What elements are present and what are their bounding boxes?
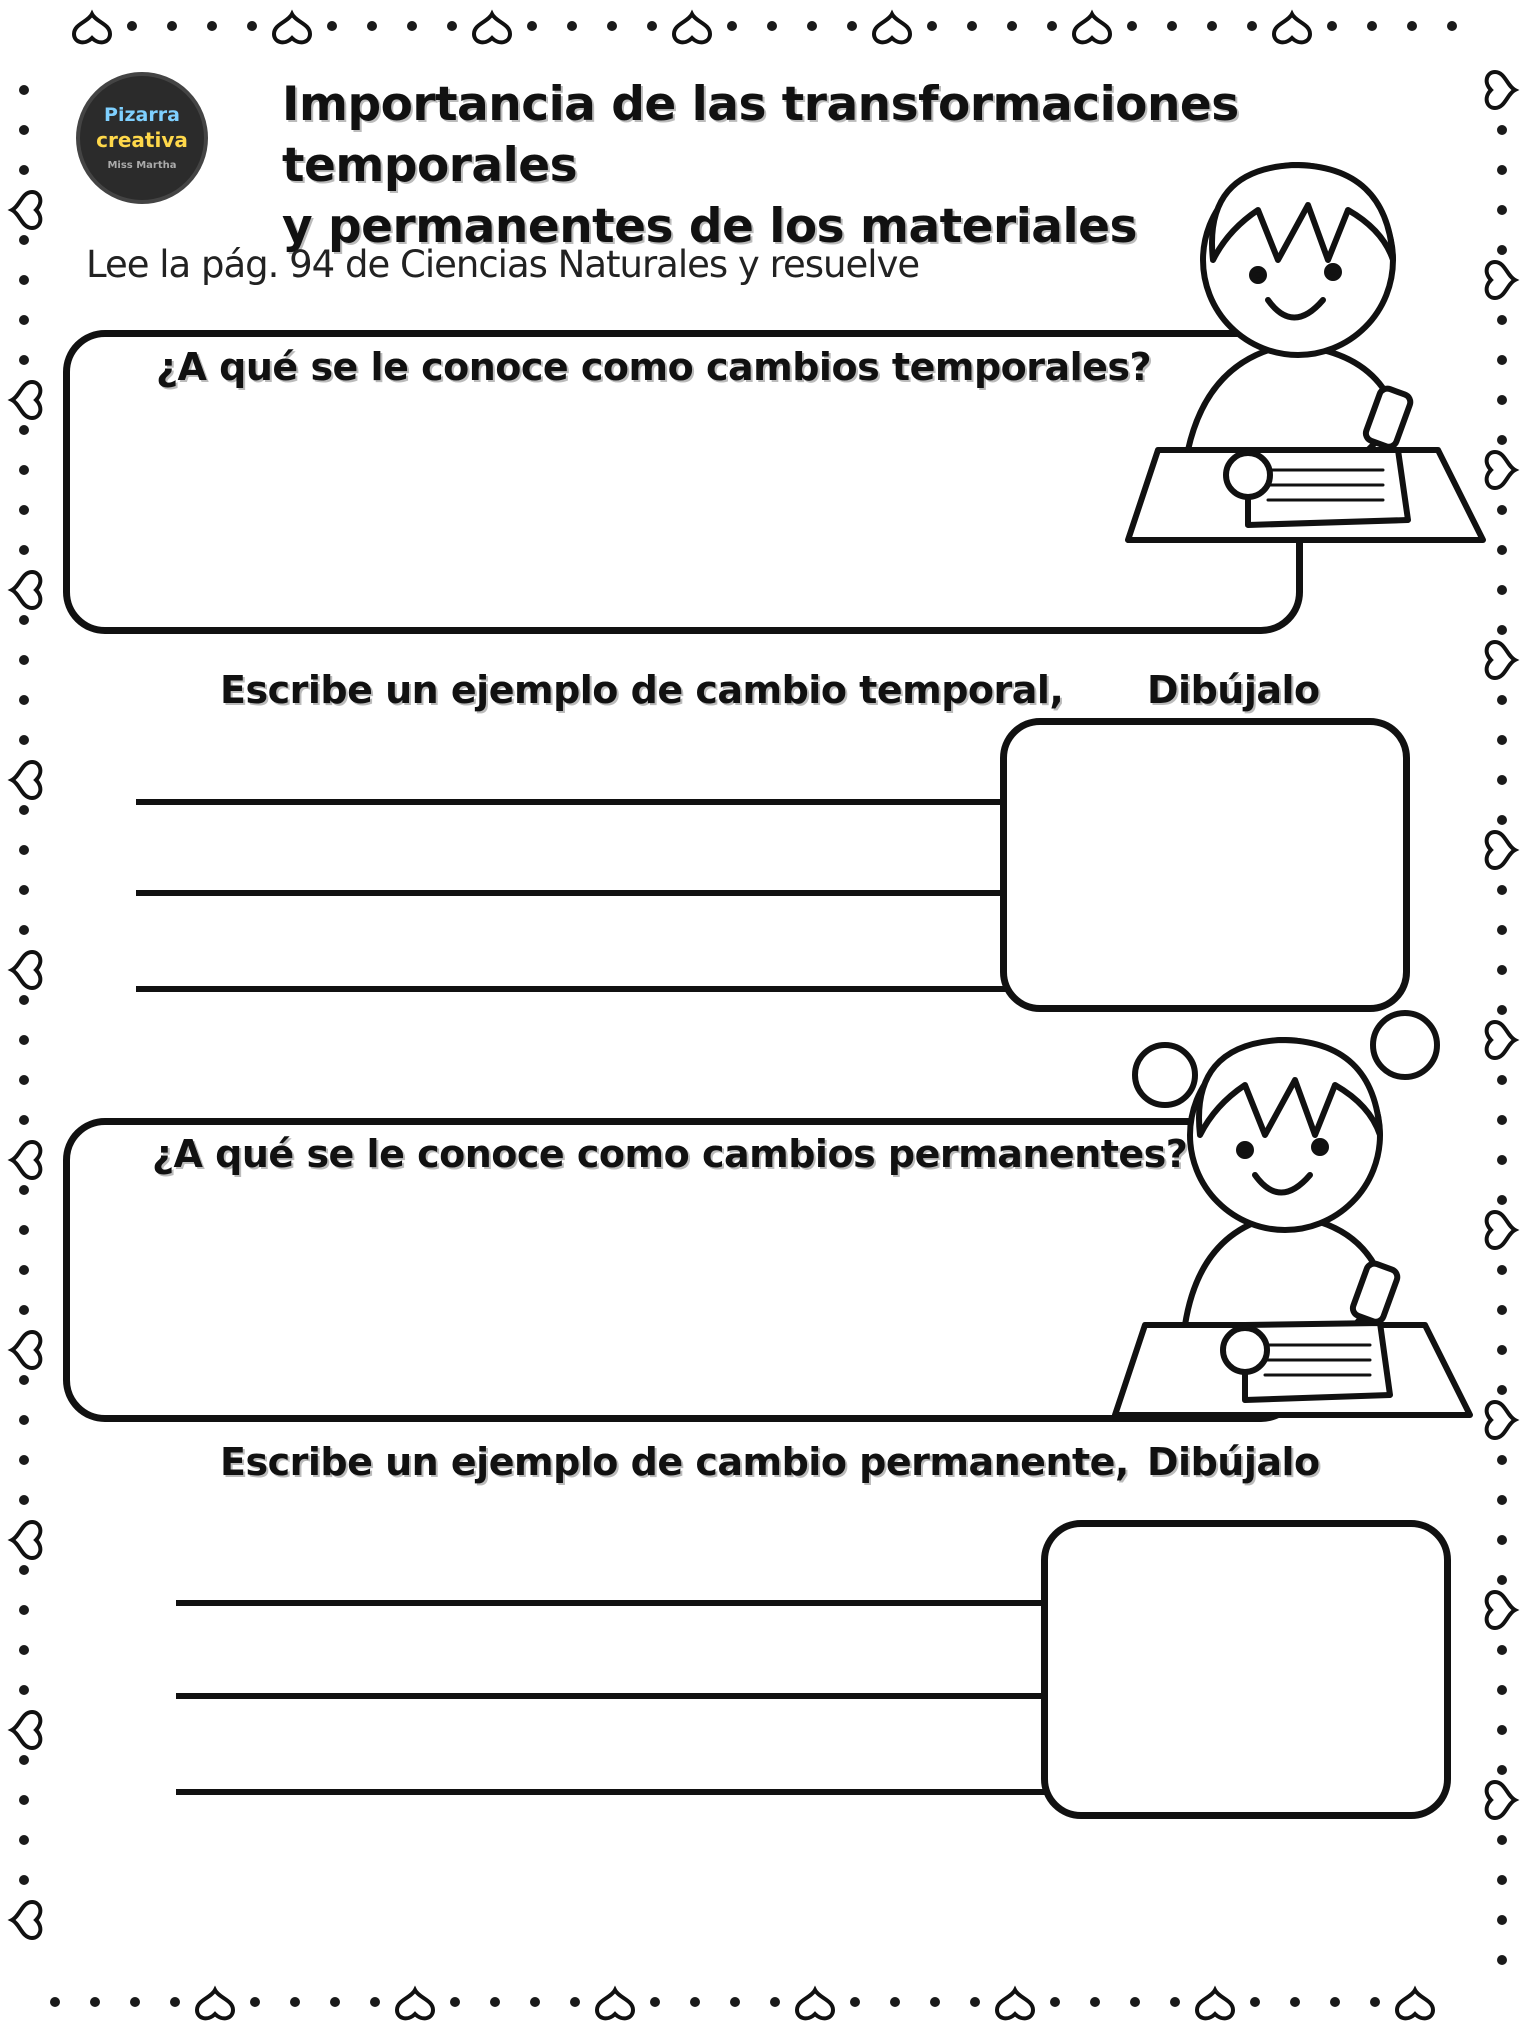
title-line-1: Importancia de las transformaciones temporales xyxy=(282,77,1239,193)
border-dot xyxy=(647,21,657,31)
border-heart-icon xyxy=(474,14,510,42)
border-dot xyxy=(1497,1835,1507,1845)
border-dot xyxy=(19,1685,29,1695)
border-dot xyxy=(19,165,29,175)
border-heart-icon xyxy=(1274,14,1310,42)
border-dot xyxy=(1497,1345,1507,1355)
border-dot xyxy=(770,1997,780,2007)
border-dot xyxy=(290,1997,300,2007)
border-dot xyxy=(450,1997,460,2007)
border-dot xyxy=(1007,21,1017,31)
border-dot xyxy=(19,1455,29,1465)
border-dot xyxy=(19,805,29,815)
border-dot xyxy=(1447,21,1457,31)
border-dot xyxy=(1497,1765,1507,1775)
example-prompt-permanente: Escribe un ejemplo de cambio permanente, xyxy=(220,1440,1129,1484)
border-dot xyxy=(19,275,29,285)
border-heart-icon xyxy=(12,192,40,228)
border-dot xyxy=(447,21,457,31)
border-heart-icon xyxy=(74,14,110,42)
border-dot xyxy=(927,21,937,31)
border-dot xyxy=(1497,1535,1507,1545)
border-heart-icon xyxy=(1197,1990,1233,2018)
border-heart-icon xyxy=(1487,1782,1515,1818)
answer-line-1a[interactable] xyxy=(136,799,1006,805)
border-dot xyxy=(1497,435,1507,445)
border-heart-icon xyxy=(1487,72,1515,108)
border-dot xyxy=(19,995,29,1005)
border-heart-icon xyxy=(12,762,40,798)
border-dot xyxy=(967,21,977,31)
border-dot xyxy=(367,21,377,31)
border-dot xyxy=(1290,1997,1300,2007)
border-dot xyxy=(1497,245,1507,255)
border-dot xyxy=(970,1997,980,2007)
logo-text-3: Miss Martha xyxy=(107,160,177,171)
border-dot xyxy=(850,1997,860,2007)
answer-line-1b[interactable] xyxy=(136,890,1006,896)
border-heart-icon xyxy=(997,1990,1033,2018)
border-dot xyxy=(19,1495,29,1505)
border-dot xyxy=(1497,1875,1507,1885)
border-dot xyxy=(1497,1645,1507,1655)
border-dot xyxy=(19,1795,29,1805)
border-dot xyxy=(567,21,577,31)
draw-label-2: Dibújalo xyxy=(1147,1440,1320,1484)
border-dot xyxy=(19,1225,29,1235)
border-dot xyxy=(650,1997,660,2007)
border-dot xyxy=(1497,1155,1507,1165)
border-dot xyxy=(19,1875,29,1885)
border-dot xyxy=(1250,1997,1260,2007)
border-dot xyxy=(167,21,177,31)
border-heart-icon xyxy=(797,1990,833,2018)
logo-text-2: creativa xyxy=(96,128,188,152)
border-dot xyxy=(1497,165,1507,175)
border-dot xyxy=(1167,21,1177,31)
border-dot xyxy=(1497,775,1507,785)
border-dot xyxy=(1497,695,1507,705)
border-heart-icon xyxy=(1487,1592,1515,1628)
border-heart-icon xyxy=(1487,1212,1515,1248)
title-line-2: y permanentes de los materiales xyxy=(282,199,1137,254)
border-dot xyxy=(19,845,29,855)
border-dot xyxy=(1207,21,1217,31)
border-dot xyxy=(19,925,29,935)
border-dot xyxy=(1497,505,1507,515)
border-heart-icon xyxy=(1397,1990,1433,2018)
border-dot xyxy=(807,21,817,31)
border-heart-icon xyxy=(1074,14,1110,42)
border-dot xyxy=(767,21,777,31)
border-dot xyxy=(330,1997,340,2007)
border-dot xyxy=(727,21,737,31)
question-temporales: ¿A qué se le conoce como cambios temporales? xyxy=(156,345,1152,389)
border-dot xyxy=(1497,885,1507,895)
border-dot xyxy=(1497,1005,1507,1015)
border-dot xyxy=(1497,1495,1507,1505)
border-dot xyxy=(1330,1997,1340,2007)
border-dot xyxy=(407,21,417,31)
border-dot xyxy=(1127,21,1137,31)
border-dot xyxy=(1497,1385,1507,1395)
border-dot xyxy=(19,1375,29,1385)
border-heart-icon xyxy=(12,952,40,988)
border-dot xyxy=(1497,1265,1507,1275)
border-dot xyxy=(207,21,217,31)
answer-line-1c[interactable] xyxy=(136,986,1006,992)
border-dot xyxy=(19,655,29,665)
border-heart-icon xyxy=(12,1712,40,1748)
border-dot xyxy=(570,1997,580,2007)
border-dot xyxy=(127,21,137,31)
border-dot xyxy=(1497,1915,1507,1925)
border-heart-icon xyxy=(12,1902,40,1938)
instruction-text: Lee la pág. 94 de Ciencias Naturales y resuelve xyxy=(86,243,920,286)
border-dot xyxy=(19,1605,29,1615)
border-dot xyxy=(1497,1725,1507,1735)
border-dot xyxy=(19,1565,29,1575)
question-permanentes: ¿A qué se le conoce como cambios permanentes? xyxy=(152,1132,1188,1176)
border-heart-icon xyxy=(274,14,310,42)
border-dot xyxy=(1497,545,1507,555)
border-dot xyxy=(1497,1195,1507,1205)
border-heart-icon xyxy=(197,1990,233,2018)
border-dot xyxy=(1497,1455,1507,1465)
girl-writing-illustration xyxy=(1105,1005,1485,1425)
border-dot xyxy=(1497,1955,1507,1965)
border-dot xyxy=(19,1075,29,1085)
border-dot xyxy=(247,21,257,31)
border-dot xyxy=(19,1035,29,1045)
border-dot xyxy=(1367,21,1377,31)
border-heart-icon xyxy=(12,1332,40,1368)
border-dot xyxy=(1370,1997,1380,2007)
border-dot xyxy=(19,465,29,475)
example-prompt-temporal: Escribe un ejemplo de cambio temporal, xyxy=(220,668,1064,712)
border-dot xyxy=(1170,1997,1180,2007)
pizarra-creativa-logo xyxy=(76,72,208,204)
border-dot xyxy=(19,355,29,365)
border-dot xyxy=(19,735,29,745)
border-dot xyxy=(1090,1997,1100,2007)
border-dot xyxy=(19,1835,29,1845)
border-dot xyxy=(490,1997,500,2007)
border-dot xyxy=(690,1997,700,2007)
border-heart-icon xyxy=(1487,642,1515,678)
border-dot xyxy=(19,1415,29,1425)
border-dot xyxy=(930,1997,940,2007)
border-dot xyxy=(530,1997,540,2007)
border-heart-icon xyxy=(12,572,40,608)
border-dot xyxy=(1497,315,1507,325)
border-dot xyxy=(19,425,29,435)
border-heart-icon xyxy=(1487,1402,1515,1438)
border-dot xyxy=(170,1997,180,2007)
answer-line-2a[interactable] xyxy=(176,1600,1046,1606)
border-dot xyxy=(1497,1685,1507,1695)
border-dot xyxy=(847,21,857,31)
border-dot xyxy=(19,235,29,245)
border-dot xyxy=(1497,1115,1507,1125)
border-dot xyxy=(1050,1997,1060,2007)
border-dot xyxy=(19,885,29,895)
border-dot xyxy=(1047,21,1057,31)
border-heart-icon xyxy=(12,1142,40,1178)
border-dot xyxy=(1497,1575,1507,1585)
border-dot xyxy=(527,21,537,31)
border-heart-icon xyxy=(1487,832,1515,868)
border-dot xyxy=(1247,21,1257,31)
border-dot xyxy=(19,1755,29,1765)
drawing-box-1[interactable] xyxy=(1000,718,1410,1012)
border-dot xyxy=(130,1997,140,2007)
border-dot xyxy=(50,1997,60,2007)
border-dot xyxy=(1497,735,1507,745)
border-dot xyxy=(19,545,29,555)
drawing-box-2[interactable] xyxy=(1041,1520,1451,1819)
border-dot xyxy=(19,85,29,95)
border-heart-icon xyxy=(674,14,710,42)
border-heart-icon xyxy=(1487,1022,1515,1058)
border-heart-icon xyxy=(597,1990,633,2018)
border-dot xyxy=(1497,925,1507,935)
border-dot xyxy=(1497,965,1507,975)
border-dot xyxy=(1497,205,1507,215)
answer-line-2c[interactable] xyxy=(176,1789,1046,1795)
draw-label-1: Dibújalo xyxy=(1147,668,1320,712)
border-dot xyxy=(19,1305,29,1315)
border-dot xyxy=(19,695,29,705)
answer-line-2b[interactable] xyxy=(176,1693,1046,1699)
border-dot xyxy=(1497,815,1507,825)
border-dot xyxy=(1497,395,1507,405)
border-dot xyxy=(90,1997,100,2007)
border-dot xyxy=(730,1997,740,2007)
border-dot xyxy=(370,1997,380,2007)
border-heart-icon xyxy=(12,1522,40,1558)
border-dot xyxy=(1327,21,1337,31)
border-dot xyxy=(19,315,29,325)
border-dot xyxy=(250,1997,260,2007)
logo-text-1: Pizarra xyxy=(104,104,180,126)
boy-writing-illustration xyxy=(1118,150,1498,550)
border-dot xyxy=(1497,1305,1507,1315)
border-dot xyxy=(19,1265,29,1275)
border-heart-icon xyxy=(12,382,40,418)
border-dot xyxy=(890,1997,900,2007)
border-dot xyxy=(327,21,337,31)
border-dot xyxy=(1497,625,1507,635)
border-dot xyxy=(1497,1075,1507,1085)
border-dot xyxy=(19,505,29,515)
border-dot xyxy=(19,615,29,625)
border-heart-icon xyxy=(397,1990,433,2018)
border-dot xyxy=(19,1645,29,1655)
border-dot xyxy=(1497,125,1507,135)
border-dot xyxy=(607,21,617,31)
border-dot xyxy=(19,1115,29,1125)
border-dot xyxy=(19,1185,29,1195)
border-dot xyxy=(1407,21,1417,31)
border-heart-icon xyxy=(874,14,910,42)
border-dot xyxy=(1497,585,1507,595)
border-dot xyxy=(1497,355,1507,365)
border-dot xyxy=(19,125,29,135)
border-dot xyxy=(1130,1997,1140,2007)
